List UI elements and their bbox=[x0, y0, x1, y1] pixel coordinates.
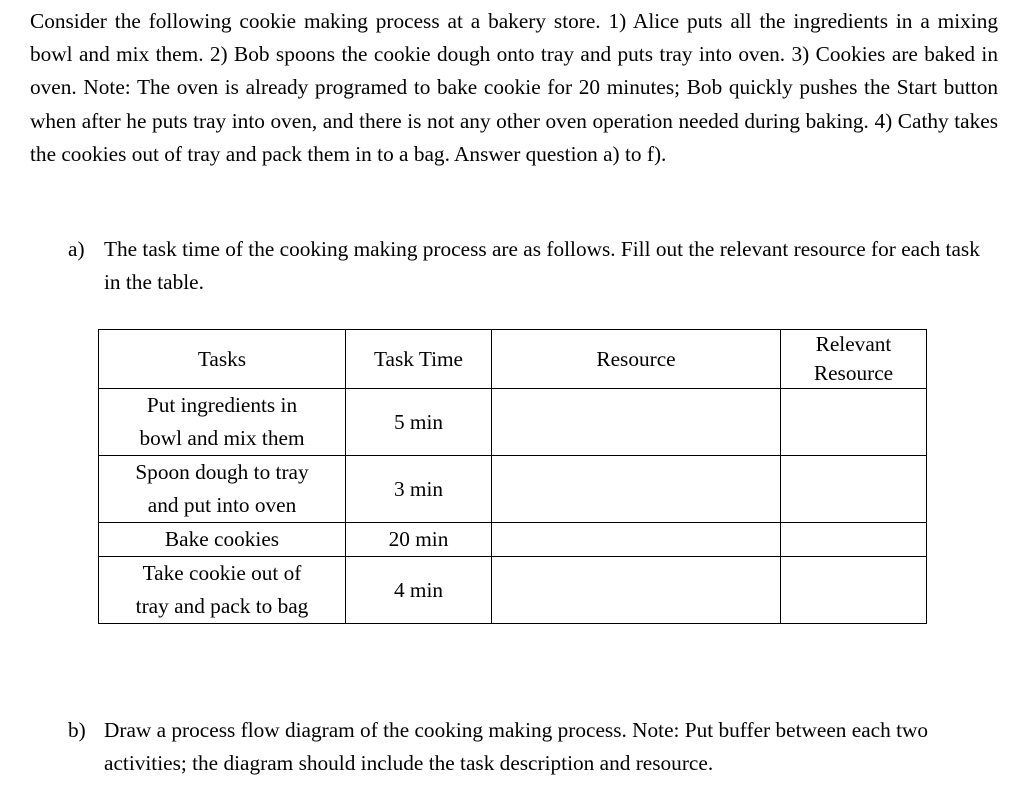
task-time-cell: 5 min bbox=[346, 389, 492, 456]
question-b-text: Draw a process flow diagram of the cooking making process. Note: Put buffer between each two activities; the diagram should include the task description and resource. bbox=[104, 718, 929, 776]
table-header-row bbox=[99, 330, 927, 389]
table-row bbox=[99, 389, 927, 456]
header-relevant-line2: Resource bbox=[813, 361, 894, 385]
task-time-cell: 4 min bbox=[346, 557, 492, 624]
resource-cell[interactable] bbox=[492, 557, 781, 624]
table-row bbox=[99, 456, 927, 523]
task-cell: Bake cookies bbox=[99, 523, 346, 557]
relevant-resource-cell[interactable] bbox=[781, 456, 927, 523]
question-a-text: The task time of the cooking making process are as follows. Fill out the relevant resource for each task in the table. bbox=[104, 237, 980, 295]
task-line2: tray and pack to bag bbox=[135, 594, 309, 618]
task-cell bbox=[99, 456, 346, 523]
question-b-letter: b) bbox=[68, 718, 86, 742]
header-relevant-line1: Relevant bbox=[815, 332, 892, 356]
task-table bbox=[98, 329, 927, 624]
task-time-cell: 3 min bbox=[346, 456, 492, 523]
relevant-resource-cell[interactable] bbox=[781, 389, 927, 456]
header-tasks: Tasks bbox=[99, 330, 346, 389]
intro-paragraph: Consider the following cookie making process at a bakery store. 1) Alice puts all the ingredients in a mixing bowl and mix them. 2) Bob spoons the cookie dough onto tray and puts tray into oven. 3) Cookies are baked in oven. Note: The oven is already programed to bake cookie for 20 minutes; Bob quickly pushes the Start button when after he puts tray into oven, and there is not any other oven operation needed during baking. 4) Cathy takes the cookies out of tray and pack them in to a bag. Answer question a) to f). bbox=[30, 9, 998, 166]
question-a-letter: a) bbox=[68, 237, 85, 261]
table-row bbox=[99, 557, 927, 624]
resource-cell[interactable] bbox=[492, 523, 781, 557]
header-task-time: Task Time bbox=[346, 330, 492, 389]
resource-cell[interactable] bbox=[492, 456, 781, 523]
resource-cell[interactable] bbox=[492, 389, 781, 456]
task-cell bbox=[99, 557, 346, 624]
table-row bbox=[99, 523, 927, 557]
question-b bbox=[68, 714, 998, 780]
task-line1: Take cookie out of bbox=[142, 561, 302, 585]
relevant-resource-cell[interactable] bbox=[781, 557, 927, 624]
header-resource: Resource bbox=[492, 330, 781, 389]
task-cell bbox=[99, 389, 346, 456]
header-relevant-resource bbox=[781, 330, 927, 389]
task-time-cell: 20 min bbox=[346, 523, 492, 557]
question-a bbox=[68, 233, 998, 299]
task-line2: bowl and mix them bbox=[139, 426, 305, 450]
relevant-resource-cell[interactable] bbox=[781, 523, 927, 557]
task-line1: Put ingredients in bbox=[146, 393, 298, 417]
task-line1: Spoon dough to tray bbox=[135, 460, 309, 484]
task-line2: and put into oven bbox=[147, 493, 297, 517]
